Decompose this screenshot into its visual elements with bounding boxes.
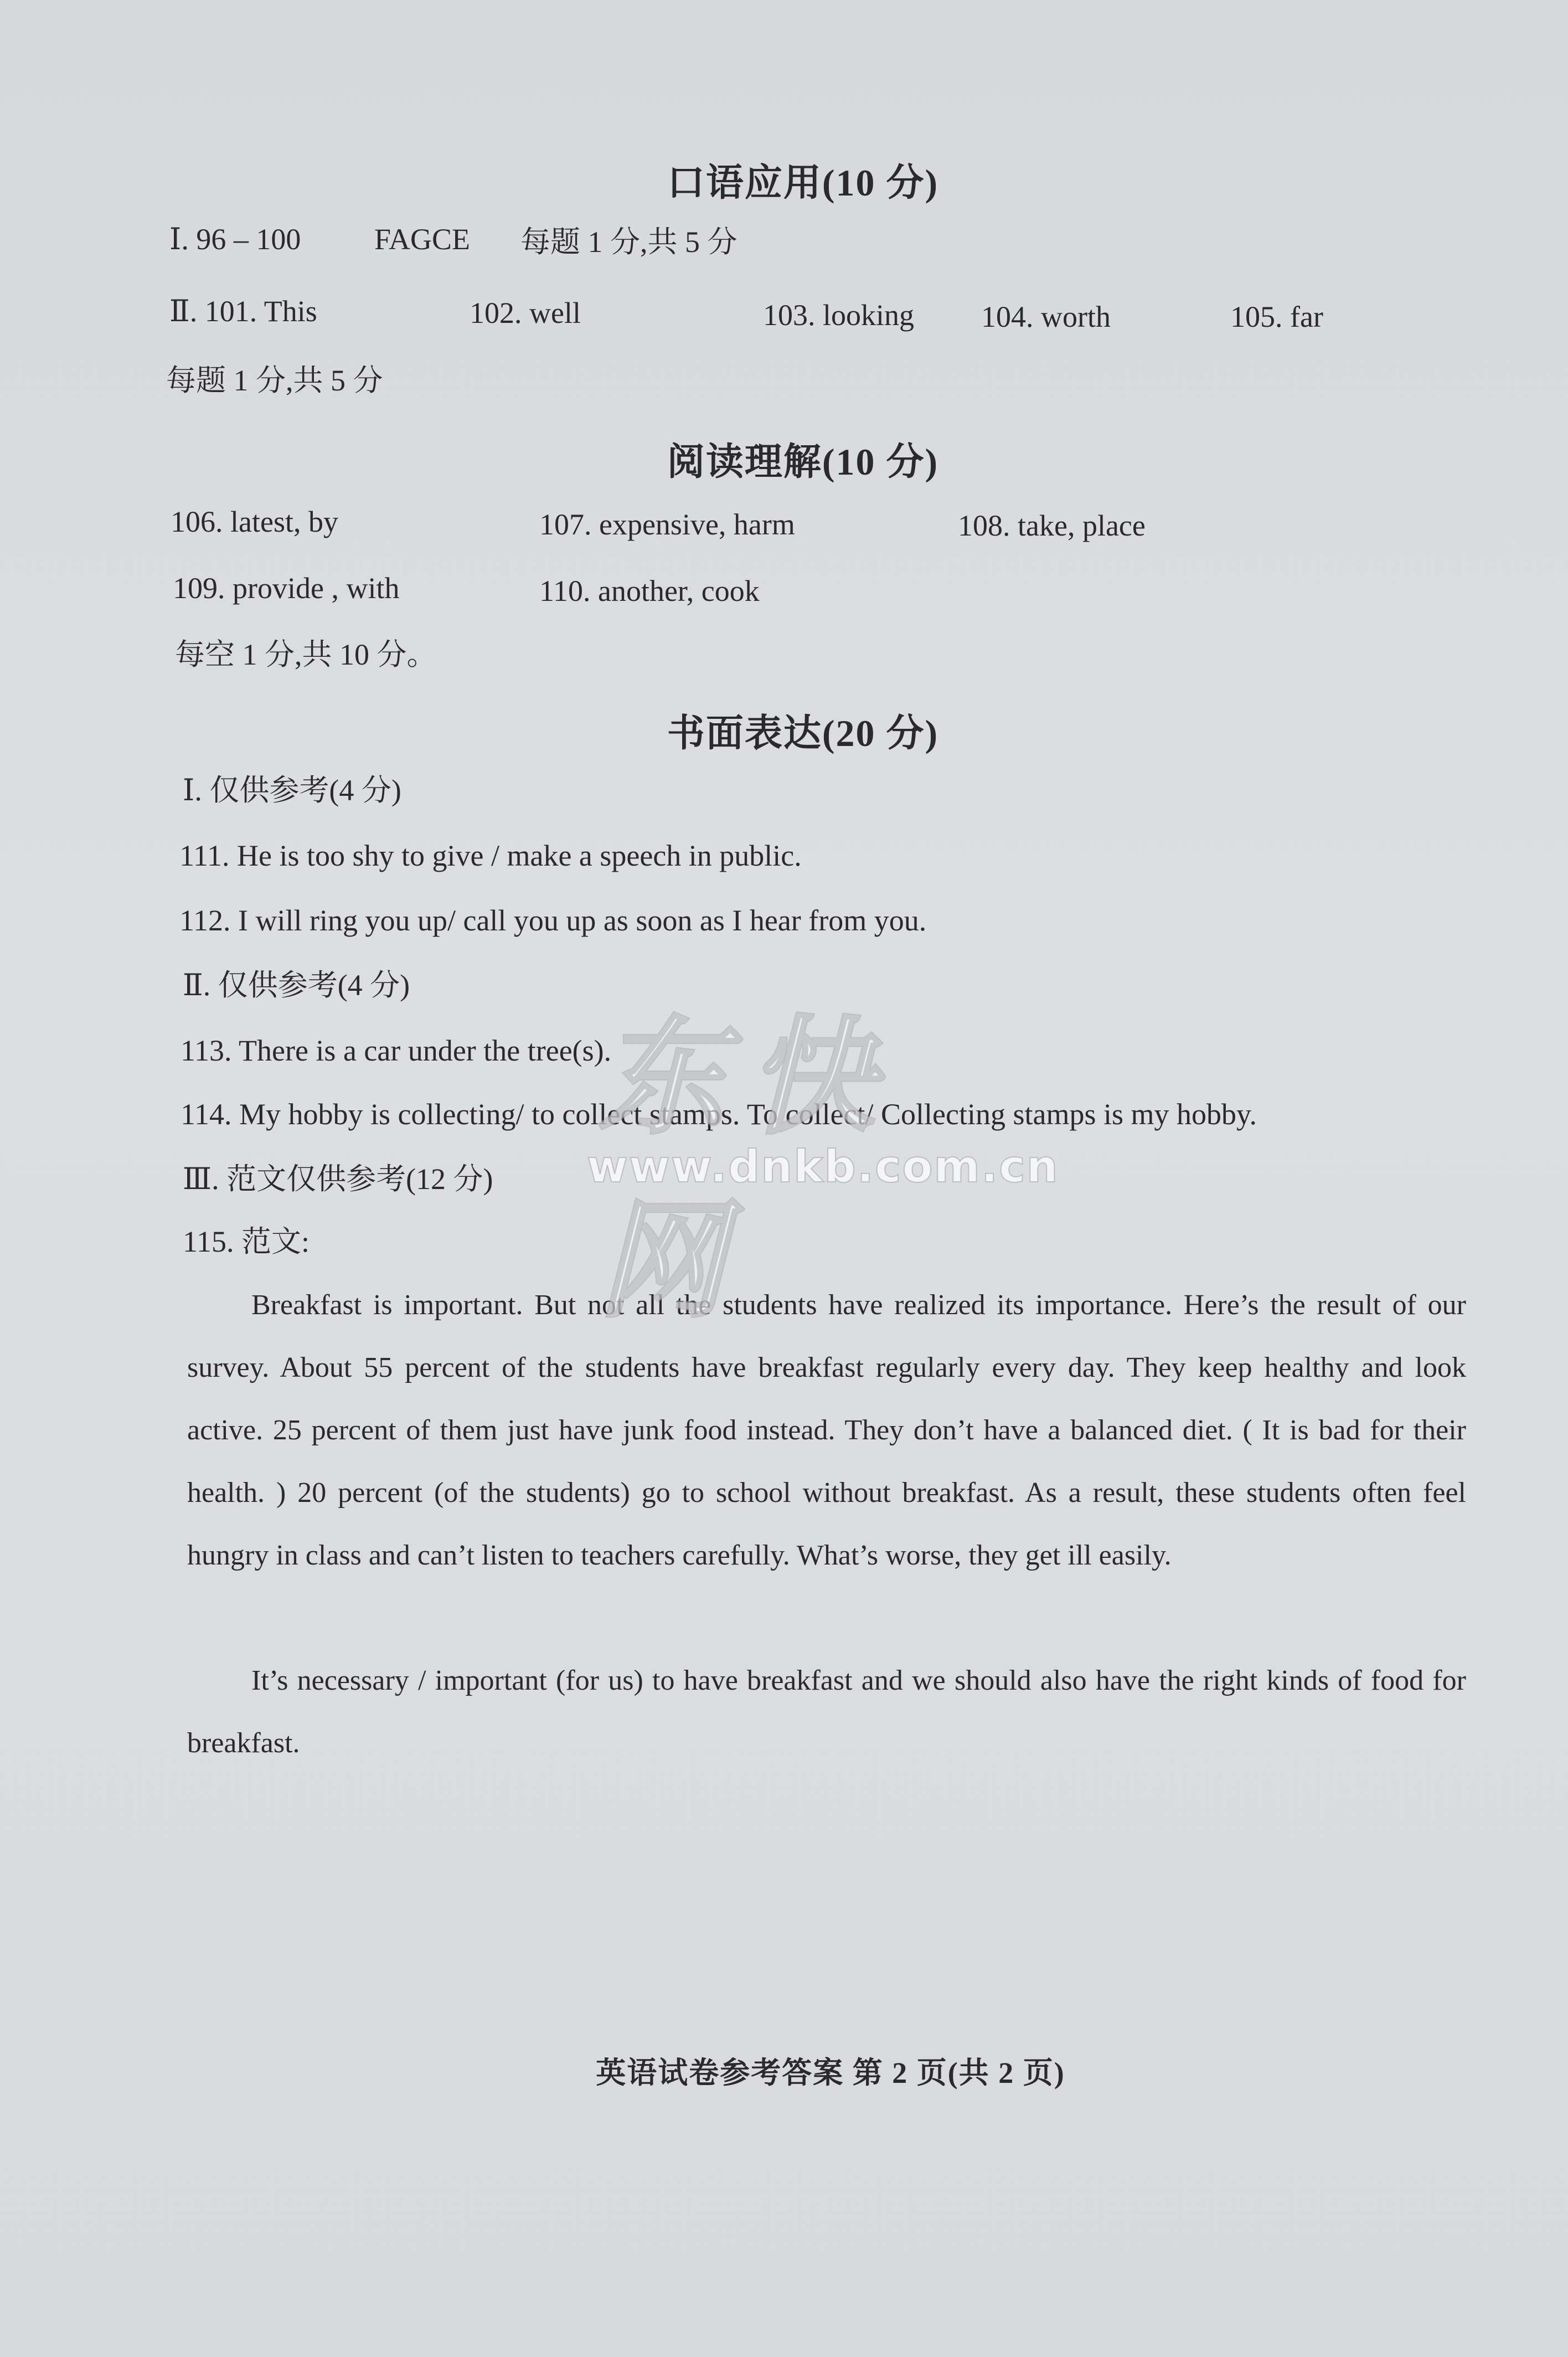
oral-part1-answers: FAGCE (374, 223, 471, 256)
writing-q111: 111. He is too shy to give / make a speech in public. (179, 839, 802, 872)
essay-paragraph-1: Breakfast is important. But not all the students have realized its importance. Here’s the result of our survey. About 55 percent of the students have breakfast regularly every day. They keep healthy and look active. 25 percent of them just have junk food instead. They don’t have a balanced diet. ( It is bad for their health. ) 20 percent (of the students) go to school without breakfast. As a result, these students often feel hungry in class and can’t listen to teachers carefully. What’s worse, they get ill easily. (187, 1289, 1466, 1571)
section-title-writing: 书面表达(20 分) (667, 712, 939, 754)
oral-item-104: 104. worth (981, 300, 1111, 333)
reading-item-107: 107. expensive, harm (539, 508, 795, 541)
watermark-url: www.dnkb.com.cn (587, 1141, 1059, 1192)
reading-item-110: 110. another, cook (539, 574, 760, 608)
writing-q113: 113. There is a car under the tree(s). (180, 1034, 612, 1067)
essay-paragraph-2: It’s necessary / important (for us) to have breakfast and we should also have the right kinds of food for breakfast. (187, 1665, 1466, 1759)
writing-q112: 112. I will ring you up/ call you up as soon as I hear from you. (179, 904, 927, 937)
reading-item-109: 109. provide , with (173, 572, 400, 605)
reading-item-106: 106. latest, by (171, 505, 338, 538)
writing-part1-head: Ⅰ. 仅供参考(4 分) (183, 774, 401, 807)
page-footer: 英语试卷参考答案 第 2 页(共 2 页) (596, 2056, 1065, 2090)
watermark (587, 975, 1059, 1335)
oral-part2-score: 每题 1 分,共 5 分 (166, 364, 383, 397)
reading-score: 每空 1 分,共 10 分。 (175, 638, 437, 671)
section-title-reading: 阅读理解(10 分) (667, 441, 939, 483)
writing-q114: 114. My hobby is collecting/ to collect stamps. To collect/ Collecting stamps is my hobby. (180, 1098, 1257, 1131)
oral-part1-score: 每题 1 分,共 5 分 (520, 225, 737, 259)
section-title-oral: 口语应用(10 分) (667, 162, 939, 204)
oral-item-102: 102. well (470, 296, 581, 330)
writing-part2-head: Ⅱ. 仅供参考(4 分) (183, 969, 410, 1002)
reading-item-108: 108. take, place (958, 509, 1146, 542)
writing-q115: 115. 范文: (183, 1225, 310, 1258)
oral-part1-label: Ⅰ. 96 – 100 (169, 223, 301, 256)
oral-item-101: Ⅱ. 101. This (169, 295, 317, 328)
oral-item-105: 105. far (1230, 300, 1323, 333)
watermark-logo-text: 东快网 (598, 1004, 897, 1335)
oral-item-103: 103. looking (763, 299, 915, 332)
writing-part3-head: Ⅲ. 范文仅供参考(12 分) (183, 1162, 493, 1196)
